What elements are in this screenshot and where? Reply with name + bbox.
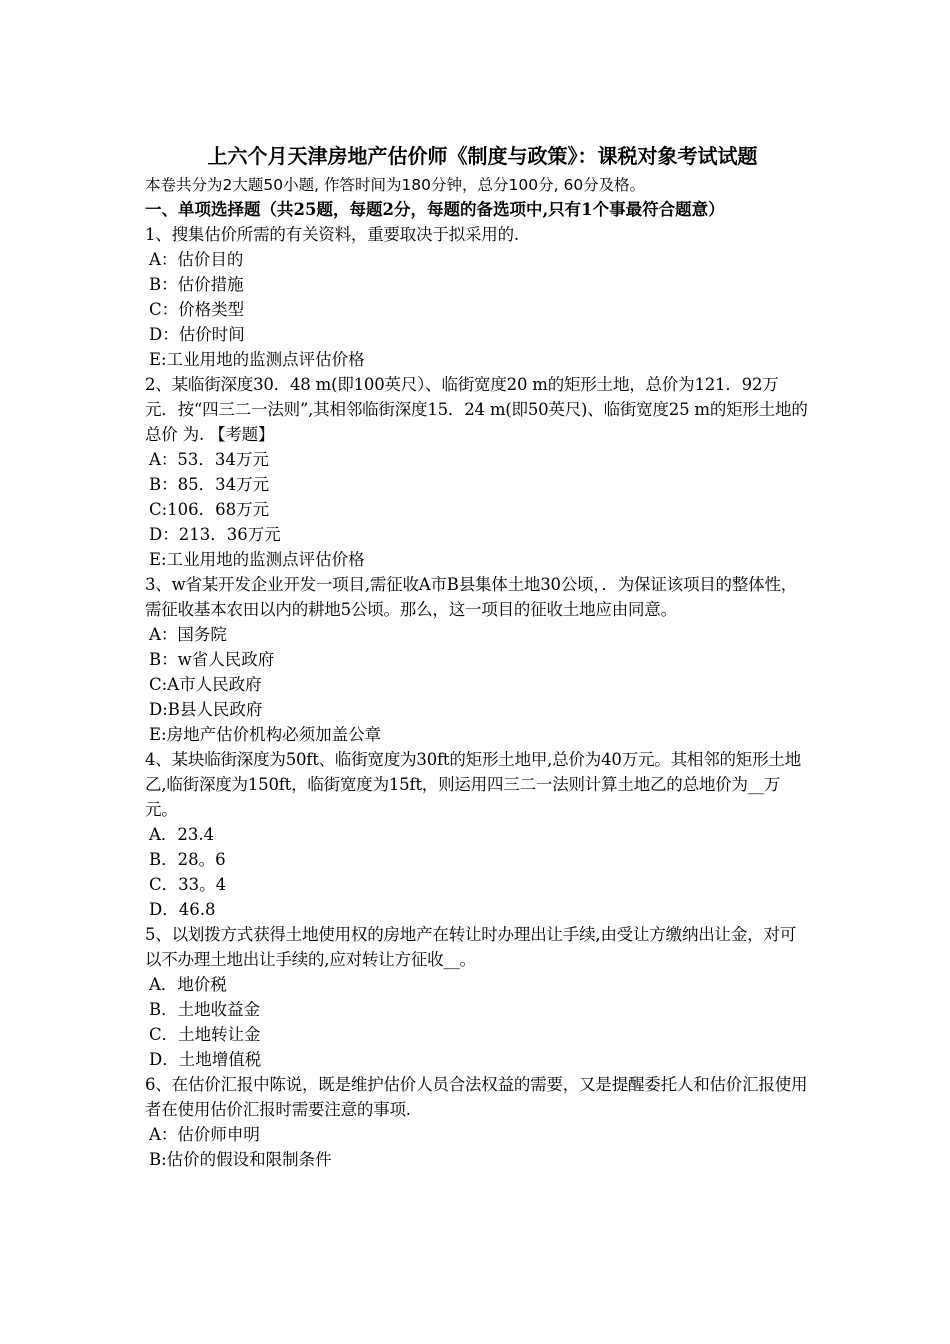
answer-option: C．土地转让金 [149,1025,261,1044]
answer-option: D．46.8 [149,900,216,919]
question-block [145,922,810,1072]
question-block [145,1072,810,1172]
answer-option: C:106．68万元 [149,500,270,519]
section-heading: 一、单项选择题（共25题，每题2分，每题的备选项中,只有1个事最符合题意） [145,200,725,219]
answer-option: B．28。6 [149,850,226,869]
answer-option: B：估价措施 [149,275,244,294]
answer-option: B：w省人民政府 [149,650,275,669]
question-text: 4、某块临街深度为50ft、临街宽度为30ft的矩形土地甲,总价为40万元。其相邻的矩形土地乙,临街深度为150ft，临街宽度为15ft，则运用四三二一法则计算土地乙的总地价为__万元。 [145,750,802,819]
question-block [145,572,810,747]
question-block [145,747,810,922]
exam-intro: 本卷共分为2大题50小题, 作答时间为180分钟，总分100分, 60分及格。 [145,176,646,194]
question-text: 1、搜集估价所需的有关资料，重要取决于拟采用的. [145,225,519,244]
question-text: 3、w省某开发企业开发一项目,需征收A市B县集体土地30公顷，．为保证该项目的整体性，需征收基本农田以内的耕地5公顷。那么，这一项目的征收土地应由同意。 [145,575,798,619]
answer-option: D：估价时间 [149,325,245,344]
document-page [145,140,810,1172]
question-block [145,222,810,372]
answer-option: A．地价税 [149,975,227,994]
answer-option: B:估价的假设和限制条件 [149,1150,332,1169]
answer-option: A：估价目的 [149,250,244,269]
answer-option: C．33。4 [149,875,227,894]
answer-option: A．23.4 [149,825,215,844]
answer-option: D：213．36万元 [149,525,281,544]
answer-option: C:A市人民政府 [149,675,262,694]
question-text: 5、以划拨方式获得土地使用权的房地产在转让时办理出让手续,由受让方缴纳出让金，对可以不办理土地出让手续的,应对转让方征收__。 [145,925,797,969]
answer-option: D:B县人民政府 [149,700,263,719]
answer-option: A：估价师申明 [149,1125,260,1144]
question-list [145,222,810,1172]
answer-option: B：85．34万元 [149,475,270,494]
question-block [145,372,810,572]
answer-option: B．土地收益金 [149,1000,261,1019]
answer-option: D．土地增值税 [149,1050,262,1069]
answer-option: A：53．34万元 [149,450,269,469]
question-text: 6、在估价汇报中陈说，既是维护估价人员合法权益的需要，又是提醒委托人和估价汇报使用者在使用估价汇报时需要注意的事项. [145,1075,808,1119]
question-text: 2、某临街深度30．48 m(即100英尺）、临街宽度20 m的矩形土地，总价为121．92万元．按“四三二一法则”,其相邻临街深度15．24 m(即50英尺)、临街宽度25 m的矩形土地的总价 为. 【考题】 [145,375,808,444]
answer-option: E:工业用地的监测点评估价格 [149,550,365,569]
answer-option: E:房地产估价机构必须加盖公章 [149,725,382,744]
document-title: 上六个月天津房地产估价师《制度与政策》：课税对象考试试题 [207,144,758,168]
answer-option: C：价格类型 [149,300,245,319]
answer-option: A：国务院 [149,625,227,644]
answer-option: E:工业用地的监测点评估价格 [149,350,365,369]
